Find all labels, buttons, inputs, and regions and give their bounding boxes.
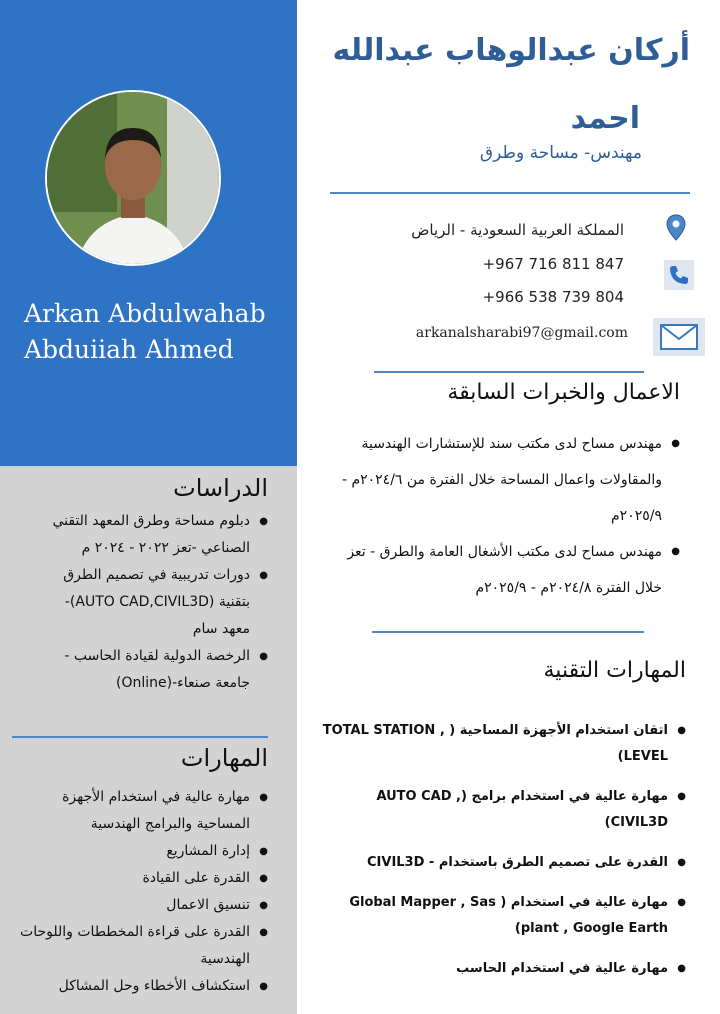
contact-phone-1[interactable]: +967 716 811 847	[482, 255, 624, 273]
skill-item: ● استكشاف الأخطاء وحل المشاكل	[20, 973, 250, 1000]
education-item: ● دبلوم مساحة وطرق المعهد التقني الصناعي -تعز ٢٠٢٢ - ٢٠٢٤ م	[35, 508, 250, 562]
skill-item: ● تنسيق الاعمال	[20, 892, 250, 919]
job-title: مهندس- مساحة وطرق	[479, 143, 642, 163]
name-ar-line1: أركان عبدالوهاب عبدالله	[332, 33, 690, 68]
phone-icon	[664, 260, 694, 290]
education-title: الدراسات	[173, 474, 268, 502]
tech-skill-item: ● مهارة عالية في استخدام ( Global Mapper , Sas plant , Google Earth)	[313, 890, 668, 942]
name-en-line2: Abduiiah Ahmed	[24, 335, 234, 364]
tech-skills-list	[313, 718, 686, 996]
name-en-line1: Arkan Abdulwahab	[24, 299, 266, 328]
skills-title: المهارات	[180, 744, 268, 772]
contact-email[interactable]: arkanalsharabi97@gmail.com	[415, 325, 628, 341]
tech-skill-item: ● القدرة على تصميم الطرق باستخدام - CIVIL3D	[313, 850, 668, 876]
education-item: ● الرخصة الدولية لقيادة الحاسب - جامعة صنعاء-(Online)	[35, 643, 250, 697]
skill-item: ● القدرة على قراءة المخططات واللوحات الهندسية	[20, 919, 250, 973]
location-pin-icon	[664, 214, 688, 242]
contact-divider	[374, 371, 644, 373]
tech-skill-item: ● مهارة عالية في استخدام برامج (AUTO CAD , CIVIL3D)	[313, 784, 668, 836]
envelope-icon	[653, 318, 705, 356]
experience-title: الاعمال والخبرات السابقة	[447, 380, 680, 405]
profile-photo	[45, 90, 221, 266]
education-list	[35, 508, 268, 697]
experience-item: ● مهندس مساح لدى مكتب الأشغال العامة والطرق - تعز خلال الفترة ٢٠٢٤/٨م - ٢٠٢٥/٩م	[322, 534, 662, 606]
tech-skill-item: ● اتقان استخدام الأجهزة المساحية ( TOTAL STATION , LEVEL)	[313, 718, 668, 770]
name-ar-line2: احمد	[570, 101, 640, 136]
skill-item: ● القدرة على القيادة	[20, 865, 250, 892]
experience-divider	[372, 631, 644, 633]
experience-item: ● مهندس مساح لدى مكتب سند للإستشارات الهندسية والمقاولات واعمال المساحة خلال الفترة من ٢٠٢٤/٦م - ٢٠٢٥/٩م	[322, 426, 662, 534]
tech-skill-item: ● مهارة عالية في استخدام الحاسب	[313, 956, 668, 982]
education-item: ● دورات تدريبية في تصميم الطرق بتقنية (AUTO CAD,CIVIL3D)- معهد سام	[35, 562, 250, 643]
skill-item: ● مهارة عالية في استخدام الأجهزة المساحية والبرامج الهندسية	[20, 784, 250, 838]
contact-phone-2[interactable]: +966 538 739 804	[482, 288, 624, 306]
skill-item: ● إدارة المشاريع	[20, 838, 250, 865]
experience-list	[322, 426, 680, 606]
skills-list	[20, 784, 268, 1000]
tech-skills-title: المهارات التقنية	[543, 658, 686, 683]
education-divider	[12, 736, 268, 738]
contact-location: المملكة العربية السعودية - الرياض	[411, 221, 624, 239]
header-divider	[330, 192, 690, 194]
